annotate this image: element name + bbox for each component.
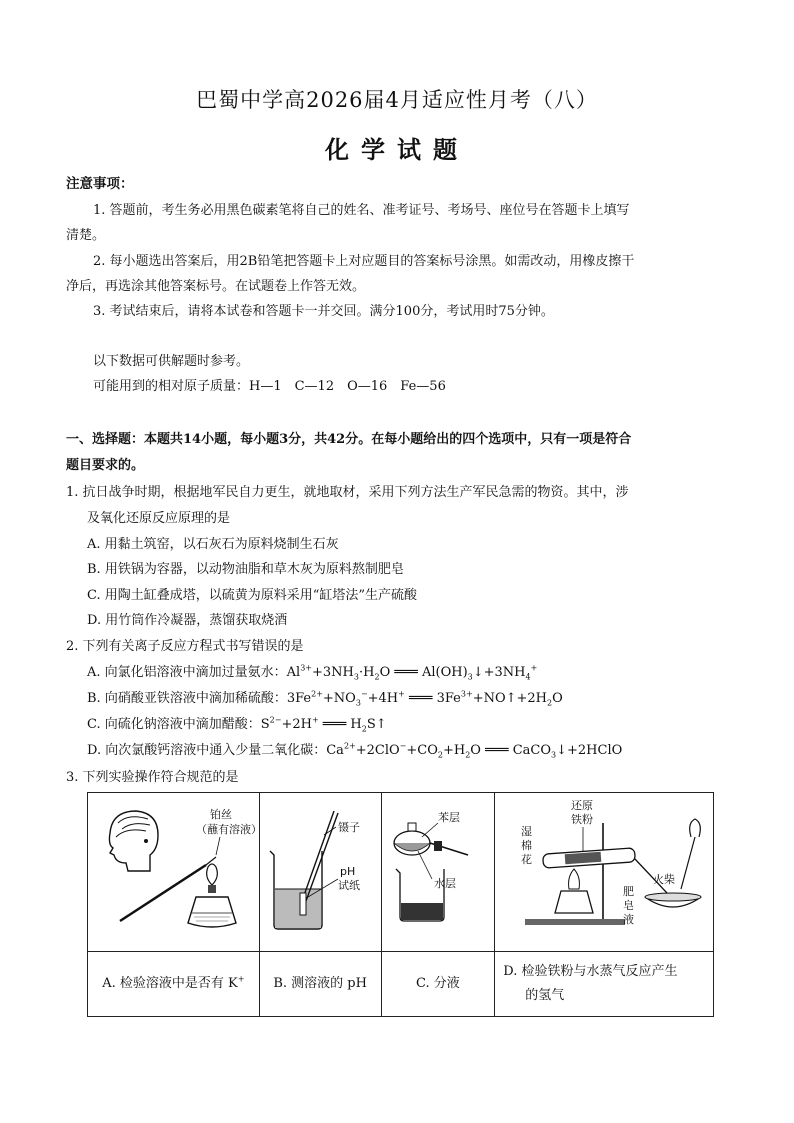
d-cotton-label-2: 棉 bbox=[521, 839, 533, 852]
q1-option-b: B. 用铁锅为容器，以动物油脂和草木灰为原料熬制肥皂 bbox=[87, 562, 404, 577]
separation-diagram bbox=[382, 793, 494, 947]
d-soap-label-3: 液 bbox=[623, 913, 635, 926]
notice-item-2: 2. 每小题选出答案后，用2B铅笔把答题卡上对应题目的答案标号涂黑。如需改动，用橡皮擦干 bbox=[93, 254, 635, 269]
notice-item-2-cont: 净后，再选涂其他答案标号。在试题卷上作答无效。 bbox=[66, 279, 366, 294]
q3-stem: 3. 下列实验操作符合规范的是 bbox=[66, 770, 239, 785]
d-fe-label-2: 铁粉 bbox=[571, 813, 594, 826]
q2-option-b: B. 向硝酸亚铁溶液中滴加稀硫酸：$3Fe^{2+}+NO_3^-+4H^+$ ═══ $3Fe^{3+}+NO↑+2H_2O$ bbox=[87, 689, 563, 708]
q1-option-c: C. 用陶土缸叠成塔，以硫黄为原料采用“缸塔法”生产硫酸 bbox=[87, 588, 418, 603]
q3-figure-c bbox=[381, 793, 495, 952]
notice-item-1-cont: 清楚。 bbox=[66, 228, 106, 243]
c-water-label: 水层 bbox=[433, 877, 456, 890]
exam-subtitle: 化学试题 bbox=[325, 135, 469, 164]
q2-option-d: D. 向次氯酸钙溶液中通入少量二氧化碳：$Ca^{2+}+2ClO^-+CO_2+H_2O$ ═══ CaCO$_3$↓+2HClO bbox=[87, 741, 623, 760]
q1-stem: 1. 抗日战争时期，根据地军民自力更生，就地取材，采用下列方法生产军民急需的物资。其中，涉 bbox=[66, 485, 629, 500]
notice-heading: 注意事项： bbox=[66, 176, 134, 192]
a-wire-label: 铂丝 bbox=[210, 808, 232, 821]
q1-stem-cont: 及氧化还原反应原理的是 bbox=[87, 511, 231, 526]
b-ph-label: pH bbox=[339, 865, 356, 878]
exam-title: 巴蜀中学高2026届4月适应性月考（八） bbox=[196, 88, 598, 112]
d-soap-label-2: 皂 bbox=[623, 899, 635, 912]
atomic-mass: 可能用到的相对原子质量：H—1 C—12 O—16 Fe—56 bbox=[93, 379, 446, 394]
q2-stem: 2. 下列有关离子反应方程式书写错误的是 bbox=[66, 639, 304, 654]
q1-option-d: D. 用竹筒作冷凝器，蒸馏获取烧酒 bbox=[87, 613, 288, 628]
q3-caption-a: A. 检验溶液中是否有 K+ bbox=[88, 952, 260, 1017]
b-ph-label-2: 试纸 bbox=[337, 879, 360, 892]
section1-heading-cont: 题目要求的。 bbox=[66, 458, 145, 473]
d-cotton-label-3: 花 bbox=[521, 853, 533, 866]
q3-figure-d bbox=[495, 793, 714, 952]
data-intro: 以下数据可供解题时参考。 bbox=[93, 354, 250, 369]
q2-option-c: C. 向硫化钠溶液中滴加醋酸：$S^{2-}+2H^+$ ═══ $H_2S↑$ bbox=[87, 715, 387, 734]
q3-figure-a bbox=[88, 793, 260, 952]
q3-caption-c: C. 分液 bbox=[381, 952, 495, 1017]
q3-figure-b bbox=[259, 793, 381, 952]
d-match-label: 火柴 bbox=[653, 873, 676, 886]
d-soap-label: 肥 bbox=[623, 885, 635, 898]
q3-caption-b: B. 测溶液的 pH bbox=[259, 952, 381, 1017]
c-benzene-label: 苯层 bbox=[437, 811, 460, 824]
d-cotton-label: 湿 bbox=[521, 825, 533, 838]
section1-heading: 一、选择题：本题共14小题，每小题3分，共42分。在每小题给出的四个选项中，只有一项是符合 bbox=[66, 432, 632, 447]
b-tweezers-label: 镊子 bbox=[337, 821, 360, 834]
ph-test-diagram bbox=[260, 793, 380, 947]
q3-apparatus-table bbox=[87, 792, 714, 1017]
q1-option-a: A. 用黏土筑窑，以石灰石为原料烧制生石灰 bbox=[87, 537, 339, 552]
d-fe-label: 还原 bbox=[571, 799, 594, 812]
q3-caption-d: D. 检验铁粉与水蒸气反应产生 的氢气 bbox=[495, 952, 714, 1017]
notice-item-1: 1. 答题前，考生务必用黑色碳素笔将自己的姓名、准考证号、考场号、座位号在答题卡上填写 bbox=[93, 203, 630, 218]
a-wire-label-2: （蘸有溶液） bbox=[196, 823, 258, 836]
iron-steam-diagram bbox=[495, 793, 712, 947]
q2-option-a: A. 向氯化铝溶液中滴加过量氨水：$Al^{3+}+3NH_3\cdot H_2O$ ═══ $Al(OH)_3↓+3NH_4^+$ bbox=[87, 663, 538, 682]
notice-item-3: 3. 考试结束后，请将本试卷和答题卡一并交回。满分100分，考试用时75分钟。 bbox=[93, 304, 554, 319]
flame-test-diagram bbox=[88, 793, 258, 947]
